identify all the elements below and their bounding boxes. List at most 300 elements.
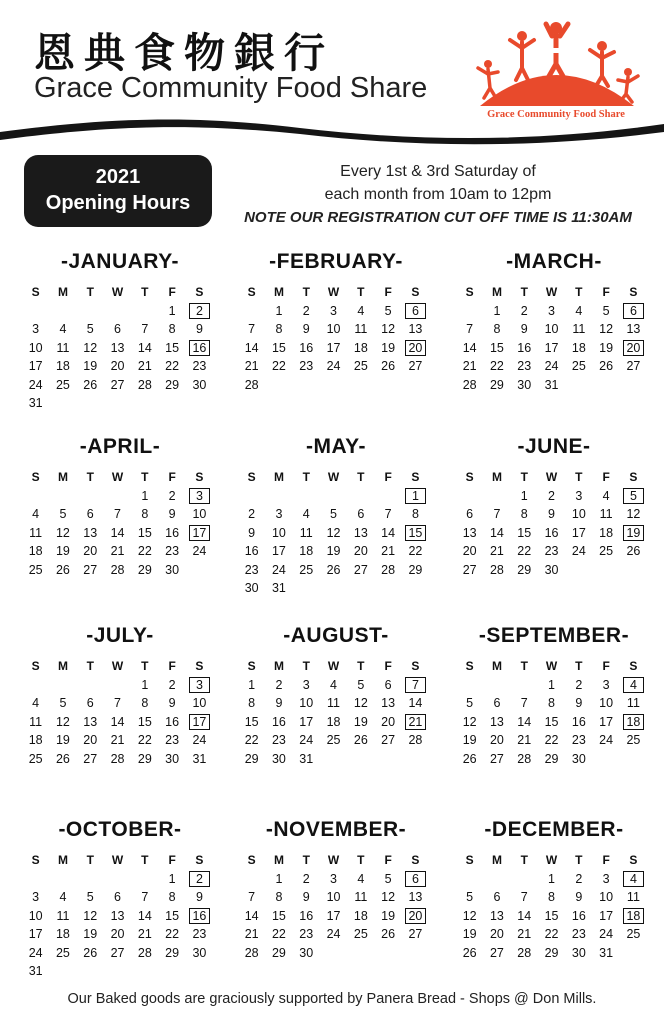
day-cell	[402, 731, 429, 750]
day-number: 23	[165, 544, 180, 558]
week-row	[238, 505, 434, 524]
day-cell	[374, 731, 401, 750]
day-cell	[186, 925, 213, 944]
day-number: 6	[384, 677, 392, 692]
day-number: 22	[489, 359, 504, 373]
day-cell	[238, 357, 265, 376]
week-row	[456, 731, 652, 750]
day-cell	[483, 713, 510, 732]
day-number: 1	[493, 303, 501, 318]
day-cell	[77, 524, 104, 543]
day-number: 6	[493, 696, 501, 710]
day-cell	[511, 713, 538, 732]
day-cell	[22, 542, 49, 561]
day-cell	[538, 750, 565, 769]
empty-day-cell	[49, 676, 76, 695]
day-cell	[592, 542, 619, 561]
day-cell	[238, 320, 265, 339]
weekday-header-row	[238, 851, 434, 870]
day-cell	[565, 487, 592, 506]
week-row	[456, 487, 652, 506]
day-number: 10	[28, 340, 43, 355]
week-row	[456, 542, 652, 561]
empty-day-cell	[49, 302, 76, 321]
weekday-header-row	[456, 657, 652, 676]
weekday-header-row	[456, 468, 652, 487]
day-cell	[374, 302, 401, 321]
day-cell	[104, 561, 131, 580]
day-number: 6	[357, 507, 365, 521]
day-number: 30	[271, 751, 286, 766]
day-number: 9	[520, 322, 528, 336]
day-cell	[347, 524, 374, 543]
day-number: 1	[168, 303, 176, 318]
weekday-label: S	[247, 470, 256, 484]
day-cell	[265, 750, 292, 769]
week-row	[456, 302, 652, 321]
day-cell	[347, 320, 374, 339]
weekday-header-row	[238, 283, 434, 302]
day-number: 12	[326, 525, 341, 540]
day-cell	[104, 925, 131, 944]
day-cell	[538, 302, 565, 321]
schedule-line-2: each month from 10am to 12pm	[324, 186, 552, 203]
day-cell	[320, 694, 347, 713]
day-number: 14	[137, 908, 152, 923]
empty-day-cell	[456, 870, 483, 889]
day-cell	[22, 925, 49, 944]
day-cell	[347, 357, 374, 376]
weekday-label: T	[86, 853, 94, 867]
day-number: 21	[110, 544, 125, 558]
day-number: 16	[299, 340, 314, 355]
day-cell	[104, 357, 131, 376]
day-cell	[592, 339, 619, 358]
day-number: 7	[141, 322, 149, 336]
day-number: 5	[86, 890, 94, 904]
day-cell	[320, 339, 347, 358]
day-number: 1	[275, 303, 283, 318]
day-number: 27	[110, 945, 125, 960]
day-cell	[186, 320, 213, 339]
day-number: 10	[299, 696, 314, 710]
day-number: 19	[462, 733, 477, 747]
day-cell	[158, 694, 185, 713]
day-number: 25	[353, 927, 368, 941]
open-day-number: 19	[623, 525, 644, 541]
day-number: 29	[489, 377, 504, 392]
day-number: 26	[462, 945, 477, 960]
week-row	[456, 505, 652, 524]
weekday-label: T	[575, 285, 583, 299]
day-cell	[77, 888, 104, 907]
day-cell	[265, 870, 292, 889]
week-row	[238, 357, 434, 376]
day-number: 12	[55, 525, 70, 540]
month-name: -JULY-	[86, 624, 154, 647]
day-number: 26	[626, 544, 641, 558]
day-cell	[49, 561, 76, 580]
day-cell	[620, 870, 647, 889]
day-number: 19	[55, 544, 70, 558]
open-day-number: 7	[405, 677, 426, 693]
day-number: 22	[165, 927, 180, 941]
day-cell	[374, 870, 401, 889]
week-row	[238, 561, 434, 580]
day-number: 5	[357, 677, 365, 692]
day-number: 15	[544, 714, 559, 729]
day-cell	[402, 888, 429, 907]
day-cell	[374, 320, 401, 339]
day-cell	[592, 302, 619, 321]
day-cell	[265, 302, 292, 321]
day-number: 24	[28, 945, 43, 960]
day-cell	[158, 320, 185, 339]
day-number: 8	[275, 890, 283, 904]
day-cell	[538, 713, 565, 732]
day-cell	[265, 676, 292, 695]
day-number: 28	[244, 945, 259, 960]
week-row	[22, 320, 218, 339]
day-number: 20	[110, 927, 125, 941]
day-number: 9	[168, 507, 176, 521]
header-swoosh	[0, 118, 664, 148]
day-number: 26	[381, 927, 396, 941]
week-row	[456, 676, 652, 695]
day-number: 1	[548, 677, 555, 692]
week-row	[22, 962, 218, 981]
day-cell	[265, 907, 292, 926]
day-number: 28	[517, 751, 532, 766]
month-grid	[456, 468, 652, 579]
week-row	[238, 731, 434, 750]
day-cell	[374, 713, 401, 732]
week-row	[22, 907, 218, 926]
day-number: 19	[83, 927, 98, 941]
day-cell	[320, 505, 347, 524]
day-cell	[22, 944, 49, 963]
day-cell	[238, 524, 265, 543]
day-number: 7	[466, 322, 474, 336]
weekday-label: M	[57, 470, 68, 484]
day-cell	[186, 302, 213, 321]
month-calendar	[456, 432, 652, 579]
day-cell	[238, 925, 265, 944]
day-number: 28	[137, 945, 152, 960]
day-cell	[483, 944, 510, 963]
day-cell	[22, 731, 49, 750]
day-number: 29	[165, 377, 180, 392]
day-number: 26	[599, 359, 614, 373]
day-number: 21	[517, 733, 532, 747]
day-number: 30	[244, 581, 259, 595]
day-number: 9	[575, 696, 583, 710]
day-cell	[238, 339, 265, 358]
month-name: -MAY-	[305, 435, 367, 458]
day-cell	[511, 376, 538, 395]
day-cell	[565, 505, 592, 524]
empty-day-cell	[511, 676, 538, 695]
day-number: 25	[326, 733, 341, 747]
day-number: 15	[271, 340, 286, 355]
day-cell	[483, 505, 510, 524]
weekday-header-row	[238, 468, 434, 487]
month-calendar	[456, 621, 652, 768]
day-cell	[511, 731, 538, 750]
day-cell	[77, 320, 104, 339]
day-cell	[265, 579, 292, 598]
day-cell	[374, 505, 401, 524]
month-name: -AUGUST-	[283, 624, 389, 647]
day-cell	[265, 694, 292, 713]
day-cell	[131, 888, 158, 907]
day-number: 17	[28, 359, 43, 373]
day-number: 21	[137, 359, 152, 373]
day-number: 17	[599, 714, 614, 729]
open-day-number: 16	[189, 908, 210, 924]
week-row	[456, 339, 652, 358]
day-cell	[49, 731, 76, 750]
weekday-label: F	[384, 470, 392, 484]
week-row	[456, 524, 652, 543]
day-number: 13	[353, 525, 368, 540]
week-row	[456, 907, 652, 926]
weekday-label: T	[302, 659, 310, 673]
week-row	[456, 694, 652, 713]
empty-day-cell	[238, 487, 265, 506]
day-number: 5	[602, 303, 610, 318]
day-number: 13	[462, 525, 477, 540]
day-cell	[592, 944, 619, 963]
day-number: 11	[29, 714, 43, 729]
day-number: 10	[192, 696, 207, 710]
month-grid	[22, 851, 218, 981]
day-number: 28	[137, 377, 152, 392]
day-cell	[565, 542, 592, 561]
day-cell	[77, 944, 104, 963]
day-cell	[238, 676, 265, 695]
day-cell	[293, 676, 320, 695]
day-number: 17	[299, 714, 314, 729]
day-cell	[592, 357, 619, 376]
day-number: 17	[271, 544, 286, 558]
day-number: 4	[330, 677, 337, 692]
day-number: 24	[544, 359, 559, 373]
day-number: 7	[248, 890, 256, 904]
day-cell	[186, 505, 213, 524]
day-cell	[483, 357, 510, 376]
day-number: 28	[381, 562, 396, 577]
day-cell	[293, 750, 320, 769]
month-grid	[238, 657, 434, 768]
month-grid	[456, 283, 652, 394]
day-cell	[347, 870, 374, 889]
empty-day-cell	[77, 487, 104, 506]
month-calendar	[238, 432, 434, 598]
day-number: 11	[327, 696, 341, 710]
day-number: 7	[141, 890, 149, 904]
day-number: 29	[544, 751, 559, 766]
day-cell	[131, 925, 158, 944]
day-cell	[186, 542, 213, 561]
day-number: 23	[517, 359, 532, 373]
week-row	[22, 870, 218, 889]
day-cell	[347, 713, 374, 732]
day-cell	[186, 357, 213, 376]
day-number: 15	[271, 908, 286, 923]
day-number: 14	[489, 525, 504, 540]
day-number: 30	[192, 945, 207, 960]
day-cell	[565, 320, 592, 339]
day-cell	[158, 561, 185, 580]
weekday-header-row	[22, 657, 218, 676]
day-number: 2	[575, 677, 583, 692]
day-cell	[538, 888, 565, 907]
day-number: 28	[110, 562, 125, 577]
empty-day-cell	[104, 487, 131, 506]
day-number: 7	[114, 696, 121, 710]
day-number: 21	[137, 927, 152, 941]
week-row	[22, 694, 218, 713]
day-number: 27	[110, 377, 125, 392]
day-cell	[77, 731, 104, 750]
weekday-label: F	[384, 853, 392, 867]
day-cell	[511, 925, 538, 944]
day-cell	[592, 505, 619, 524]
day-cell	[347, 676, 374, 695]
day-number: 29	[165, 945, 180, 960]
day-number: 17	[326, 908, 341, 923]
month-calendar	[22, 815, 218, 981]
day-cell	[49, 376, 76, 395]
day-number: 12	[599, 322, 614, 336]
english-title: Grace Community Food Share	[34, 72, 428, 104]
weekday-label: S	[247, 659, 256, 673]
day-number: 4	[575, 303, 583, 318]
day-cell	[402, 907, 429, 926]
day-cell	[131, 320, 158, 339]
day-number: 8	[520, 507, 528, 521]
weekday-label: W	[545, 659, 558, 673]
day-cell	[347, 561, 374, 580]
day-number: 28	[517, 945, 532, 960]
day-cell	[620, 302, 647, 321]
day-cell	[22, 320, 49, 339]
day-cell	[22, 750, 49, 769]
day-number: 11	[626, 696, 640, 710]
day-number: 14	[244, 340, 259, 355]
day-cell	[320, 320, 347, 339]
day-cell	[77, 907, 104, 926]
week-row	[22, 731, 218, 750]
open-day-number: 20	[405, 340, 426, 356]
day-number: 2	[302, 303, 310, 318]
day-number: 13	[110, 340, 125, 355]
day-number: 8	[548, 696, 555, 710]
month-name: -FEBRUARY-	[269, 250, 403, 273]
day-number: 30	[544, 562, 559, 577]
weekday-label: M	[491, 285, 502, 299]
day-number: 22	[137, 733, 152, 747]
week-row	[456, 320, 652, 339]
day-number: 12	[381, 890, 396, 904]
day-number: 10	[599, 696, 614, 710]
day-number: 24	[326, 927, 341, 941]
day-cell	[538, 320, 565, 339]
weekday-label: F	[168, 659, 176, 673]
day-cell	[402, 357, 429, 376]
day-number: 31	[599, 945, 614, 960]
day-cell	[186, 750, 213, 769]
day-number: 21	[244, 359, 259, 373]
day-number: 20	[110, 359, 125, 373]
empty-day-cell	[265, 487, 292, 506]
day-cell	[402, 320, 429, 339]
weekday-label: T	[520, 853, 528, 867]
day-cell	[620, 731, 647, 750]
day-cell	[456, 561, 483, 580]
day-cell	[511, 524, 538, 543]
month-calendar	[238, 621, 434, 768]
week-row	[22, 524, 218, 543]
week-row	[22, 505, 218, 524]
day-number: 12	[381, 322, 396, 336]
week-row	[456, 925, 652, 944]
weekday-label: W	[327, 853, 340, 867]
day-number: 15	[244, 714, 259, 729]
badge-label: Opening Hours	[45, 192, 191, 214]
day-cell	[565, 524, 592, 543]
day-cell	[186, 676, 213, 695]
day-cell	[265, 320, 292, 339]
day-cell	[592, 676, 619, 695]
day-cell	[538, 694, 565, 713]
weekday-label: W	[327, 659, 340, 673]
day-number: 16	[571, 714, 586, 729]
day-number: 23	[299, 927, 314, 941]
day-cell	[131, 694, 158, 713]
week-row	[456, 888, 652, 907]
day-cell	[293, 302, 320, 321]
day-cell	[511, 944, 538, 963]
day-cell	[592, 907, 619, 926]
day-number: 7	[520, 890, 528, 904]
day-number: 3	[548, 303, 555, 318]
day-number: 12	[83, 340, 98, 355]
day-number: 13	[83, 525, 98, 540]
day-number: 3	[32, 890, 40, 904]
weekday-label: M	[273, 659, 284, 673]
empty-day-cell	[22, 487, 49, 506]
day-cell	[77, 713, 104, 732]
day-cell	[77, 357, 104, 376]
day-cell	[620, 713, 647, 732]
week-row	[22, 676, 218, 695]
day-number: 18	[28, 733, 43, 747]
day-number: 2	[168, 677, 176, 692]
day-cell	[320, 357, 347, 376]
day-number: 20	[353, 544, 368, 558]
day-number: 18	[599, 525, 614, 540]
day-number: 9	[248, 525, 256, 540]
day-cell	[131, 907, 158, 926]
weekday-label: W	[545, 285, 558, 299]
day-cell	[22, 505, 49, 524]
day-cell	[265, 925, 292, 944]
day-cell	[49, 505, 76, 524]
month-name: -MARCH-	[506, 250, 602, 273]
day-cell	[592, 694, 619, 713]
